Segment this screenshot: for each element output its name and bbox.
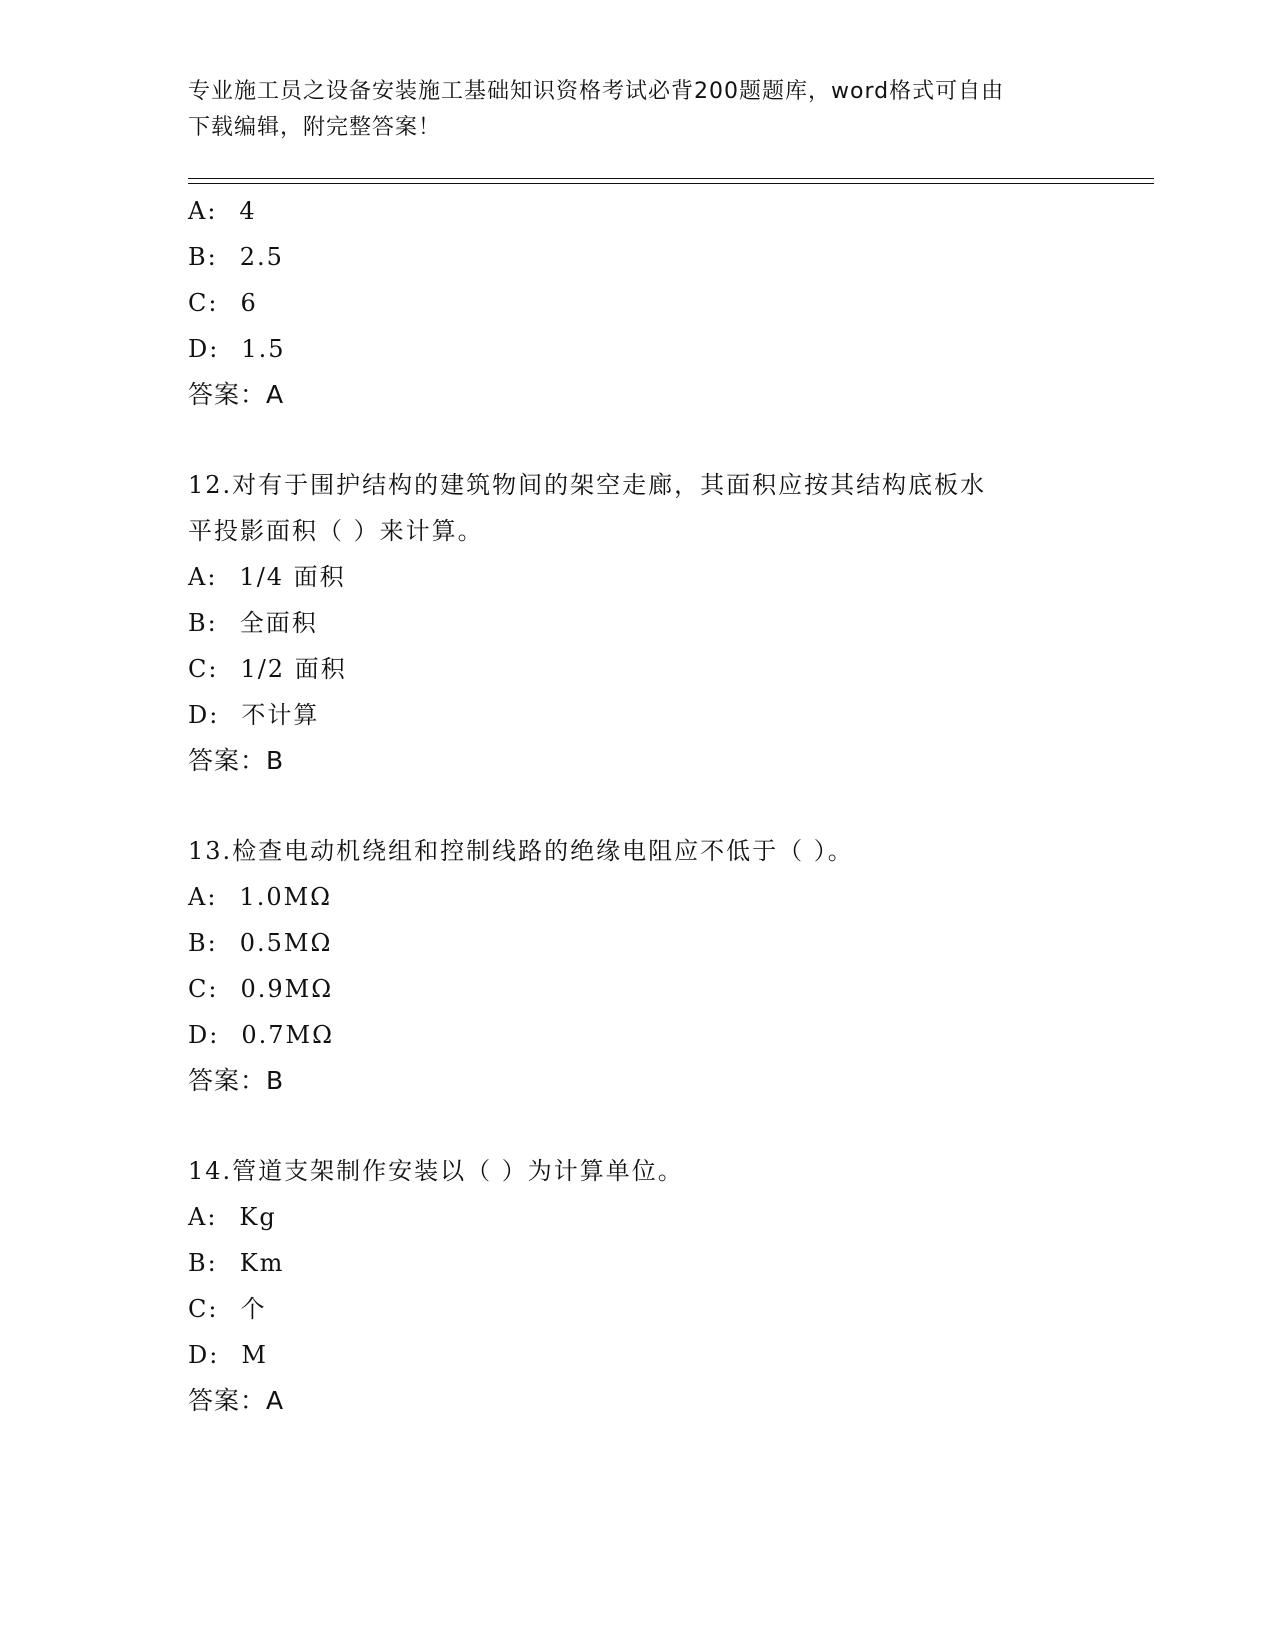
answer-line	[188, 738, 1088, 784]
option-a: A: 4	[188, 197, 257, 225]
option-d: D: 0.7MΩ	[188, 1021, 334, 1049]
answer-label: 答案：	[188, 1066, 267, 1095]
question-11	[188, 188, 1088, 418]
option-text: 0.7MΩ	[241, 1021, 334, 1049]
option-text: 1.0MΩ	[239, 883, 333, 911]
answer-label: 答案：	[188, 380, 267, 409]
answer-value: B	[266, 746, 285, 775]
header-line-2: 下载编辑，附完整答案！	[188, 115, 442, 140]
option-a: A: Kg	[188, 1203, 277, 1231]
option-text: Kg	[239, 1203, 277, 1231]
option-b: B: 全面积	[188, 609, 318, 637]
question-stem: 12.对有于围护结构的建筑物间的架空走廊，其面积应按其结构底板水 平投影面积（ ）来计算。	[188, 471, 987, 545]
header-line-1: 专业施工员之设备安装施工基础知识资格考试必背200题题库，word格式可自由	[188, 79, 1005, 104]
option-text: 6	[240, 289, 258, 317]
option-text: 全面积	[239, 609, 318, 637]
document-header	[188, 74, 1068, 146]
option-text: 1/4 面积	[239, 563, 346, 591]
header-double-rule	[188, 178, 1154, 184]
option-b: B: 2.5	[188, 243, 284, 271]
question-12	[188, 462, 1088, 784]
option-b: B: Km	[188, 1249, 285, 1277]
option-text: M	[241, 1341, 268, 1369]
option-text: Km	[239, 1249, 285, 1277]
answer-line	[188, 1058, 1088, 1104]
option-d: D: M	[188, 1341, 268, 1369]
answer-value: B	[266, 1066, 285, 1095]
option-b: B: 0.5MΩ	[188, 929, 333, 957]
option-text: 0.9MΩ	[240, 975, 334, 1003]
option-text: 2.5	[239, 243, 284, 271]
question-stem: 14.管道支架制作安装以（ ）为计算单位。	[188, 1157, 684, 1185]
option-a: A: 1.0MΩ	[188, 883, 333, 911]
answer-value: A	[266, 1386, 285, 1415]
option-c: C: 个	[188, 1295, 267, 1323]
option-text: 1.5	[241, 335, 286, 363]
option-d: D: 不计算	[188, 701, 320, 729]
answer-label: 答案：	[188, 1386, 267, 1415]
answer-value: A	[266, 380, 285, 409]
option-text: 个	[240, 1295, 267, 1323]
option-c: C: 6	[188, 289, 258, 317]
question-14	[188, 1148, 1088, 1424]
option-a: A: 1/4 面积	[188, 563, 346, 591]
option-c: C: 0.9MΩ	[188, 975, 334, 1003]
answer-line	[188, 1378, 1088, 1424]
option-text: 不计算	[241, 701, 320, 729]
option-c: C: 1/2 面积	[188, 655, 347, 683]
answer-label: 答案：	[188, 746, 267, 775]
option-text: 0.5MΩ	[239, 929, 333, 957]
option-d: D: 1.5	[188, 335, 286, 363]
answer-line	[188, 372, 1088, 418]
option-text: 4	[239, 197, 257, 225]
question-13	[188, 828, 1088, 1104]
question-stem: 13.检查电动机绕组和控制线路的绝缘电阻应不低于（ ）。	[188, 837, 854, 865]
option-text: 1/2 面积	[240, 655, 347, 683]
question-list	[188, 188, 1088, 1424]
